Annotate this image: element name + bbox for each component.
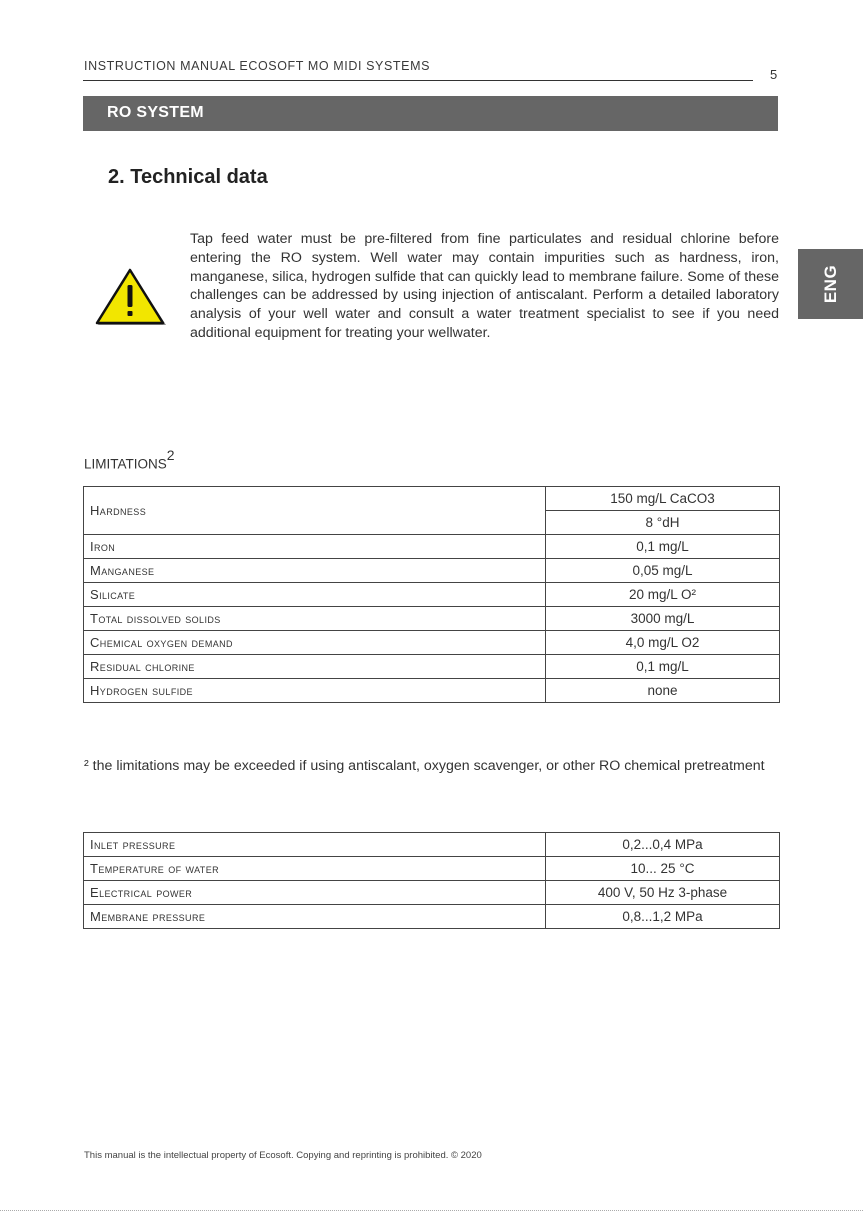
table-row — [84, 905, 780, 929]
row-value: 0,2...0,4 MPa — [546, 833, 780, 857]
section-bar-label: RO SYSTEM — [107, 104, 204, 121]
operating-table-body — [84, 833, 780, 929]
row-label: Manganese — [84, 559, 546, 583]
warning-text: Tap feed water must be pre-filtered from fine particulates and residual chlorine before entering the RO system. Well water may contain impurities such as hardness, iron, manganese, silica, hydrogen sulfide that can quickly lead to membrane failure. Some of these challenges can be addressed by using injection of antiscalant. Perform a detailed laboratory analysis of your well water and consult a water treatment specialist to see if you need additional equipment for treating your wellwater. — [190, 231, 779, 341]
row-label: Silicate — [84, 583, 546, 607]
row-label: Chemical oxygen demand — [84, 631, 546, 655]
section-title: 2. Technical data — [108, 166, 268, 188]
limitations-table-body — [84, 487, 780, 703]
warning-triangle-icon — [94, 268, 166, 326]
language-tab — [798, 249, 863, 319]
table-row — [84, 679, 780, 703]
footer-copyright: This manual is the intellectual property of Ecosoft. Copying and reprinting is prohibited. © 2020 — [84, 1150, 482, 1161]
table-row — [84, 857, 780, 881]
row-label: Iron — [84, 535, 546, 559]
row-label: Temperature of water — [84, 857, 546, 881]
table-row — [84, 535, 780, 559]
row-label: Total dissolved solids — [84, 607, 546, 631]
row-value: 0,1 mg/L — [546, 655, 780, 679]
table-row — [84, 631, 780, 655]
operating-conditions-table — [83, 832, 780, 929]
manual-title: INSTRUCTION MANUAL ECOSOFT MO MIDI SYSTEMS — [84, 59, 431, 73]
limitations-heading — [84, 447, 175, 472]
row-label: Electrical power — [84, 881, 546, 905]
row-value: 0,05 mg/L — [546, 559, 780, 583]
row-value: 4,0 mg/L O2 — [546, 631, 780, 655]
row-label: Inlet pressure — [84, 833, 546, 857]
row-value: 400 V, 50 Hz 3-phase — [546, 881, 780, 905]
section-bar — [83, 96, 778, 131]
row-value: none — [546, 679, 780, 703]
row-label: Residual chlorine — [84, 655, 546, 679]
page-number: 5 — [770, 67, 778, 82]
table-row — [84, 487, 780, 511]
footnote: ² the limitations may be exceeded if using antiscalant, oxygen scavenger, or other RO chemical pretreatment — [84, 758, 765, 774]
row-value: 0,1 mg/L — [546, 535, 780, 559]
language-tab-label: ENG — [820, 264, 840, 304]
bottom-dotted-rule — [0, 1210, 863, 1211]
limitations-heading-text: LIMITATIONS — [84, 456, 167, 472]
row-value-hardness-caco3: 150 mg/L CaCO3 — [546, 487, 780, 511]
table-row — [84, 583, 780, 607]
limitations-footnote-mark: 2 — [166, 447, 175, 463]
table-row — [84, 607, 780, 631]
row-label: Membrane pressure — [84, 905, 546, 929]
row-value: 10... 25 °C — [546, 857, 780, 881]
row-value: 20 mg/L O² — [546, 583, 780, 607]
limitations-table — [83, 486, 780, 703]
row-value: 3000 mg/L — [546, 607, 780, 631]
table-row — [84, 655, 780, 679]
row-label: Hydrogen sulfide — [84, 679, 546, 703]
table-row — [84, 881, 780, 905]
table-row — [84, 833, 780, 857]
header-divider — [83, 80, 753, 81]
row-value-hardness-dh: 8 °dH — [546, 511, 780, 535]
table-row — [84, 559, 780, 583]
row-value: 0,8...1,2 MPa — [546, 905, 780, 929]
row-label-hardness: Hardness — [84, 487, 546, 535]
